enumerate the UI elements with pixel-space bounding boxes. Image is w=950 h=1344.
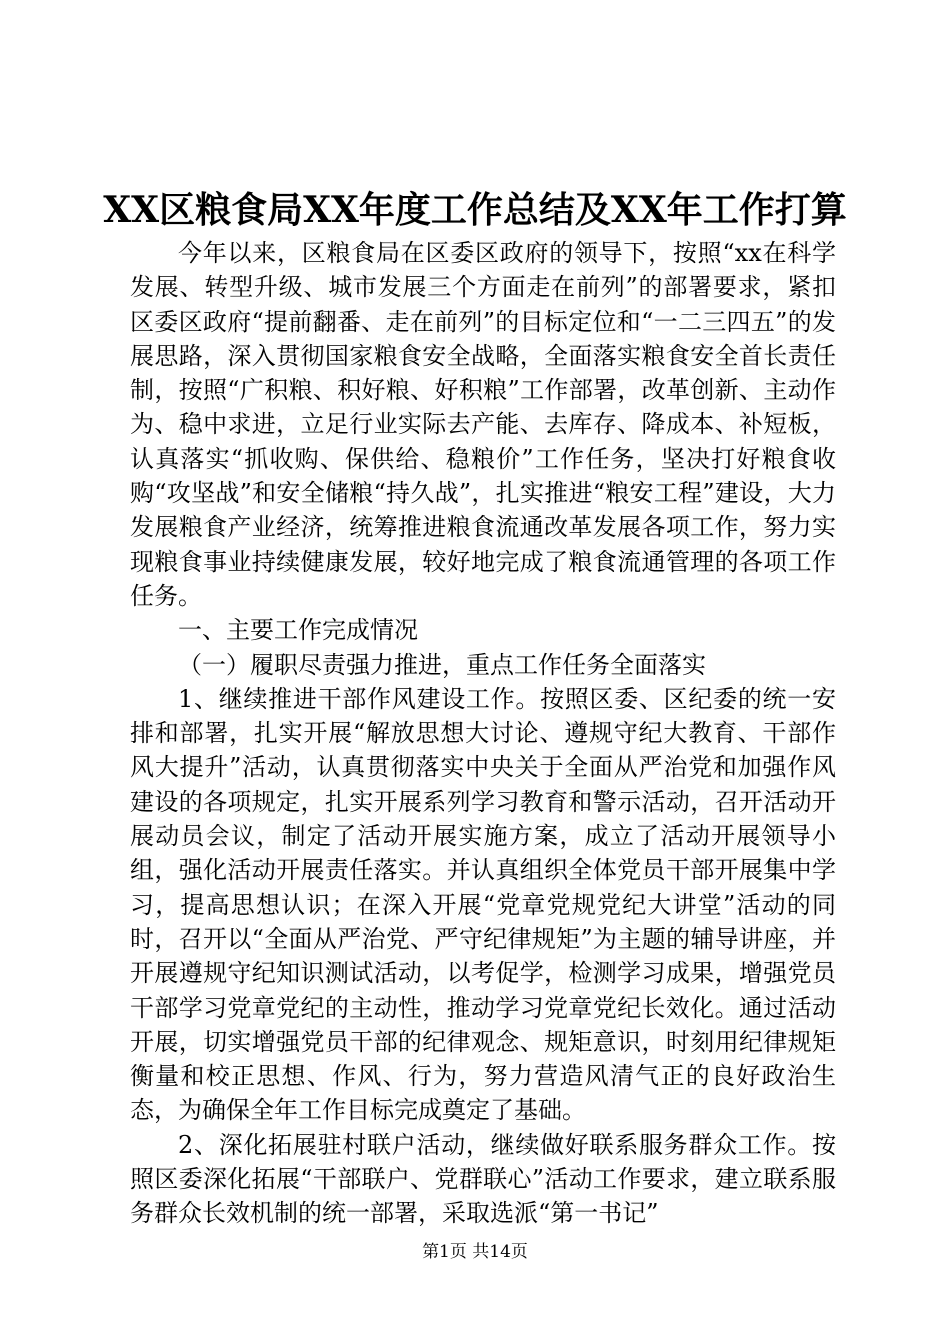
document-body [130,236,836,1231]
paragraph-intro: 今年以来，区粮食局在区委区政府的领导下，按照“xx在科学发展、转型升级、城市发展三个方面走在前列”的部署要求，紧扣区委区政府“提前翻番、走在前列”的目标定位和“一二三四五”的发展思路，深入贯彻国家粮食安全战略，全面落实粮食安全首长责任制，按照“广积粮、积好粮、好积粮”工作部署，改革创新、主动作为、稳中求进，立足行业实际去产能、去库存、降成本、补短板，认真落实“抓收购、保供给、稳粮价”工作任务，坚决打好粮食收购“攻坚战”和安全储粮“持久战”，扎实推进“粮安工程”建设，大力发展粮食产业经济，统筹推进粮食流通改革发展各项工作，努力实现粮食事业持续健康发展，较好地完成了粮食流通管理的各项工作任务。 [130,239,836,610]
section-heading: 一、主要工作完成情况 [178,616,418,645]
paragraph-item-2: 2、深化拓展驻村联户活动，继续做好联系服务群众工作。按照区委深化拓展“干部联户、党群联心”活动工作要求，建立联系服务群众长效机制的统一部署，采取选派“第一书记” [130,1130,836,1228]
document-title: XX区粮食局XX年度工作总结及XX年工作打算 [103,189,847,231]
paragraph-item-1: 1、继续推进干部作风建设工作。按照区委、区纪委的统一安排和部署，扎实开展“解放思想大讨论、遵规守纪大教育、干部作风大提升”活动，认真贯彻落实中央关于全面从严治党和加强作风建设的各项规定，扎实开展系列学习教育和警示活动，召开活动开展动员会议，制定了活动开展实施方案，成立了活动开展领导小组，强化活动开展责任落实。并认真组织全体党员干部开展集中学习，提高思想认识；在深入开展“党章党规党纪大讲堂”活动的同时，召开以“全面从严治党、严守纪律规矩”为主题的辅导讲座，并开展遵规守纪知识测试活动，以考促学，检测学习成果，增强党员干部学习党章党纪的主动性，推动学习党章党纪长效化。通过活动开展，切实增强党员干部的纪律观念、规矩意识，时刻用纪律规矩衡量和校正思想、作风、行为，努力营造风清气正的良好政治生态，为确保全年工作目标完成奠定了基础。 [130,684,836,1125]
subsection-heading: （一）履职尽责强力推进，重点工作任务全面落实 [178,650,706,679]
page-number-footer: 第1页 共14页 [422,1242,528,1262]
